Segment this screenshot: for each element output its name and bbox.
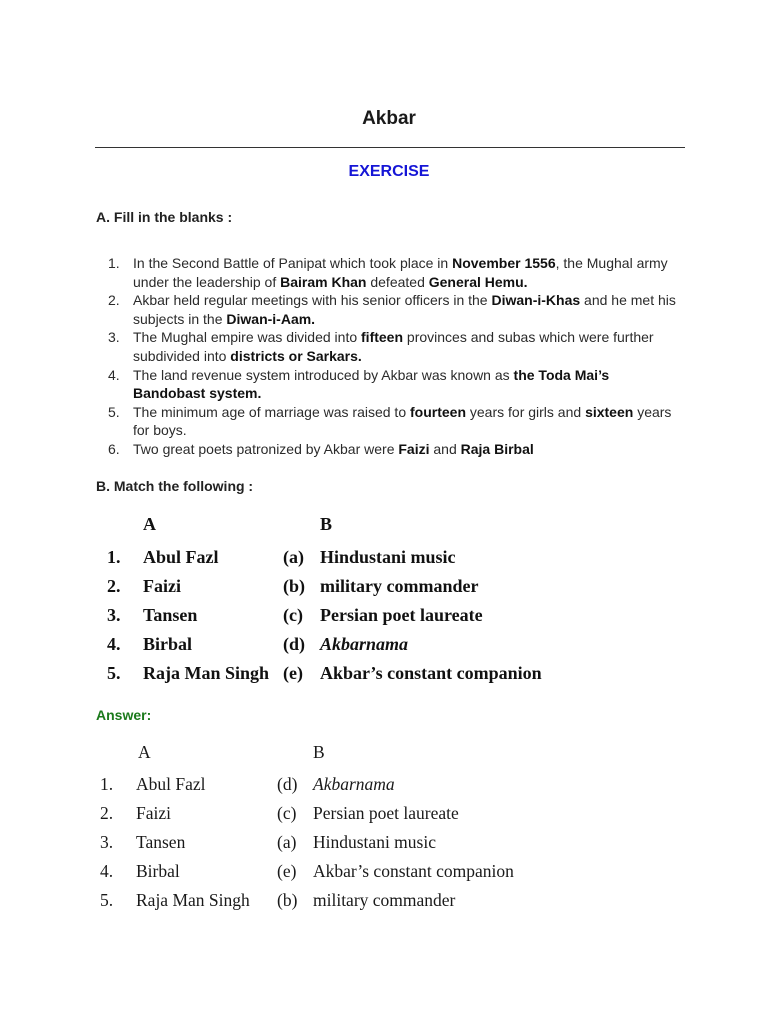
column-b-header: B — [320, 514, 333, 534]
sentence-text: In the Second Battle of Panipat which took place in — [133, 255, 453, 271]
option-letter: (a) — [277, 832, 297, 852]
sentence-text: provinces and subas which were further subdivided into — [133, 329, 654, 364]
column-a-item: Birbal — [143, 634, 193, 654]
row-number: 4. — [100, 861, 114, 881]
sentence-text: , the Mughal army under the leadership of — [133, 255, 668, 290]
row-number: 2. — [100, 803, 114, 823]
sentence-text: Two great poets patronized by Akbar were — [133, 440, 399, 457]
answer-column-b-header: B — [313, 742, 325, 762]
column-a-item: Raja Man Singh — [136, 890, 250, 910]
list-item-number: 2. — [108, 292, 120, 309]
column-a-item: Faizi — [136, 803, 171, 823]
answer-text: fifteen — [361, 329, 404, 346]
column-b-item: Persian poet laureate — [313, 803, 459, 823]
sentence-text: defeated — [366, 273, 429, 290]
list-item-number: 3. — [108, 329, 120, 346]
column-a-item: Abul Fazl — [136, 774, 206, 794]
column-a-item: Faizi — [143, 576, 181, 596]
list-item-text — [133, 291, 678, 328]
column-b-item: military commander — [320, 576, 479, 596]
row-number: 5. — [107, 663, 121, 683]
option-letter: (a) — [283, 547, 304, 567]
list-item-text — [133, 328, 678, 365]
answer-text: districts or Sarkars. — [230, 347, 362, 364]
sentence-text: The minimum age of marriage was raised to — [133, 403, 410, 420]
sentence-text: The Mughal empire was divided into — [133, 329, 362, 346]
option-letter: (b) — [283, 576, 305, 596]
list-item-text — [133, 403, 678, 440]
column-a-item: Raja Man Singh — [143, 663, 270, 683]
answer-column-a-header: A — [138, 742, 151, 762]
match-question-table — [0, 514, 768, 694]
row-number: 4. — [107, 634, 121, 654]
option-letter: (d) — [283, 634, 305, 654]
row-number: 3. — [100, 832, 114, 852]
list-item — [108, 254, 678, 291]
answer-text: Raja Birbal — [460, 440, 534, 457]
answer-text: Diwan-i-Aam. — [226, 310, 316, 327]
answer-text: General Hemu. — [428, 273, 528, 290]
answer-text: Faizi — [398, 440, 430, 457]
column-b-item: Akbar’s constant companion — [313, 861, 514, 881]
answer-text: sixteen — [585, 403, 634, 420]
column-a-header: A — [143, 514, 156, 534]
list-item-text — [133, 366, 678, 403]
row-number: 1. — [100, 774, 114, 794]
exercise-heading: EXERCISE — [348, 163, 430, 180]
sentence-text: years for boys. — [133, 403, 672, 439]
row-number: 1. — [107, 547, 121, 567]
list-item-text — [133, 254, 678, 291]
list-item-number: 1. — [108, 255, 120, 271]
option-letter: (e) — [277, 861, 297, 881]
answer-text: Diwan-i-Khas — [491, 292, 581, 309]
answer-text: Bairam Khan — [280, 273, 367, 290]
answer-text: fourteen — [410, 403, 466, 420]
column-b-item: Akbar’s constant companion — [320, 663, 542, 683]
section-b-heading: B. Match the following : — [96, 478, 254, 494]
column-b-item: Akbarnama — [313, 774, 395, 794]
title-divider — [95, 147, 685, 148]
column-a-item: Birbal — [136, 861, 180, 881]
column-b-item: Hindustani music — [313, 832, 436, 852]
option-letter: (c) — [283, 605, 303, 625]
list-item-number: 5. — [108, 403, 120, 420]
column-b-item: military commander — [313, 890, 456, 910]
answer-text: the Toda Mai’s Bandobast system. — [133, 366, 610, 402]
page-title: Akbar — [362, 108, 416, 129]
sentence-text: years for girls and — [466, 403, 586, 420]
column-a-item: Tansen — [136, 832, 186, 852]
list-item-text — [133, 440, 678, 459]
list-item-number: 4. — [108, 366, 120, 383]
answer-text: November 1556 — [452, 255, 556, 271]
option-letter: (e) — [283, 663, 303, 683]
sentence-text: and — [429, 440, 461, 457]
column-a-item: Abul Fazl — [143, 547, 219, 567]
list-item — [108, 403, 678, 440]
sentence-text: and he met his subjects in the — [133, 292, 676, 327]
list-item — [108, 328, 678, 365]
column-a-item: Tansen — [143, 605, 198, 625]
column-b-item: Hindustani music — [320, 547, 456, 567]
list-item — [108, 291, 678, 328]
column-b-item: Akbarnama — [320, 634, 409, 654]
option-letter: (b) — [277, 890, 298, 910]
column-b-item: Persian poet laureate — [320, 605, 483, 625]
list-item — [108, 440, 678, 459]
fill-in-blanks-list — [108, 254, 678, 459]
option-letter: (c) — [277, 803, 297, 823]
answer-label: Answer: — [96, 707, 152, 723]
row-number: 2. — [107, 576, 121, 596]
option-letter: (d) — [277, 774, 298, 794]
list-item-number: 6. — [108, 440, 120, 457]
sentence-text: Akbar held regular meetings with his senior officers in the — [133, 292, 492, 309]
match-answer-table — [0, 742, 768, 917]
row-number: 5. — [100, 890, 114, 910]
section-a-heading: A. Fill in the blanks : — [96, 209, 233, 225]
list-item — [108, 366, 678, 403]
sentence-text: The land revenue system introduced by Akbar was known as — [133, 366, 514, 383]
row-number: 3. — [107, 605, 121, 625]
